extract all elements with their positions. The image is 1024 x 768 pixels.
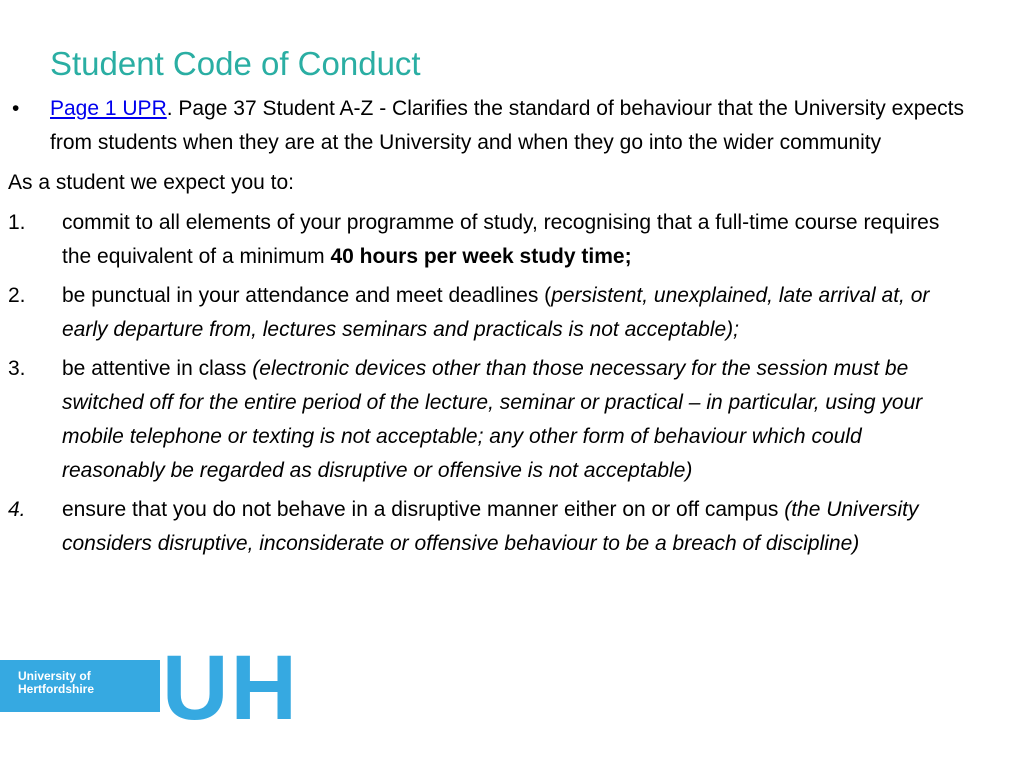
intro-text: As a student we expect you to:	[8, 171, 295, 194]
logo-letters: UH	[162, 637, 299, 739]
slide-content	[0, 92, 1000, 566]
bullet-icon: •	[12, 97, 20, 120]
list-item	[0, 352, 1000, 488]
list-item	[0, 206, 1000, 274]
item-emphasis: (electronic devices other than those necessary for the session must be switched off for the entire period of the lecture, seminar or practical – in particular, using your mobile telephone or texting is not acceptable; any other form of behaviour which could reasonably be regarded as disruptive or offensive is not acceptable)	[62, 357, 923, 482]
item-text: be punctual in your attendance and meet deadlines (	[62, 284, 552, 307]
item-number: 3.	[8, 357, 26, 380]
item-text: ensure that you do not behave in a disruptive manner either on or off campus	[62, 498, 785, 521]
bullet-text: . Page 37 Student A-Z - Clarifies the standard of behaviour that the University expects from students when they are at the University and when they go into the wider community	[50, 97, 964, 154]
list-item	[0, 279, 1000, 347]
item-number: 1.	[8, 211, 26, 234]
slide-title: Student Code of Conduct	[50, 45, 421, 82]
item-number: 4.	[8, 498, 26, 521]
item-number: 2.	[8, 284, 26, 307]
item-text: be attentive in class	[62, 357, 253, 380]
list-item	[0, 493, 1000, 561]
upr-link[interactable]: Page 1 UPR	[50, 97, 167, 120]
item-emphasis: 40 hours per week study time;	[330, 245, 632, 268]
logo-text: University of Hertfordshire	[18, 669, 95, 696]
item-emphasis: persistent, unexplained, late arrival at, or early departure from, lectures seminars and practicals is not acceptable);	[62, 284, 930, 341]
item-emphasis: (the University considers disruptive, inconsiderate or offensive behaviour to be a breach of discipline)	[62, 498, 919, 555]
item-text: commit to all elements of your programme of study, recognising that a full-time course requires the equivalent of a minimum	[62, 211, 940, 268]
bullet-item	[0, 92, 1000, 160]
